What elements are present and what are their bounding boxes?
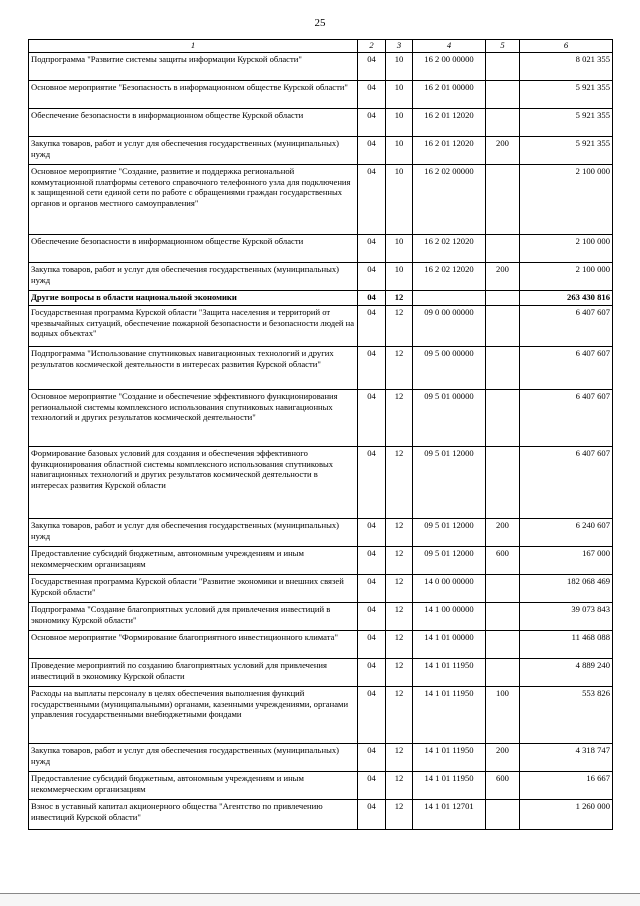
cell-name: Предоставление субсидий бюджетным, автономным учреждениям и иным некоммерческим организациям: [29, 772, 358, 800]
cell-amount: 263 430 816: [520, 291, 613, 306]
cell-subsection: 12: [386, 390, 413, 447]
table-header-row: [29, 40, 613, 53]
cell-subsection: 12: [386, 744, 413, 772]
cell-expense-type: 200: [486, 519, 520, 547]
cell-name: Расходы на выплаты персоналу в целях обеспечения выполнения функций государственными (муниципальными) органами, казенными учреждениями, органами управления государственными внебюджетными фондами: [29, 687, 358, 744]
cell-subsection: 12: [386, 631, 413, 659]
cell-name: Закупка товаров, работ и услуг для обеспечения государственных (муниципальных) нужд: [29, 137, 358, 165]
cell-expense-type: [486, 575, 520, 603]
cell-target-article: 14 1 00 00000: [413, 603, 486, 631]
cell-expense-type: [486, 390, 520, 447]
cell-target-article: 16 2 01 12020: [413, 109, 486, 137]
cell-amount: 2 100 000: [520, 235, 613, 263]
cell-subsection: 12: [386, 519, 413, 547]
cell-expense-type: [486, 659, 520, 687]
cell-target-article: 14 1 01 12701: [413, 800, 486, 830]
cell-target-article: 09 0 00 00000: [413, 306, 486, 347]
cell-amount: 182 068 469: [520, 575, 613, 603]
cell-amount: 8 021 355: [520, 53, 613, 81]
cell-section: 04: [358, 165, 386, 235]
cell-name: Обеспечение безопасности в информационном обществе Курской области: [29, 109, 358, 137]
cell-section: 04: [358, 603, 386, 631]
table-row: [29, 447, 613, 519]
header-col-subsection: 3: [386, 40, 413, 53]
cell-expense-type: 600: [486, 547, 520, 575]
table-row: [29, 603, 613, 631]
cell-expense-type: [486, 800, 520, 830]
cell-name: Основное мероприятие "Формирование благоприятного инвестиционного климата": [29, 631, 358, 659]
table-row: [29, 235, 613, 263]
cell-section: 04: [358, 659, 386, 687]
cell-name: Основное мероприятие "Безопасность в информационном обществе Курской области": [29, 81, 358, 109]
cell-section: 04: [358, 291, 386, 306]
cell-name: Закупка товаров, работ и услуг для обеспечения государственных (муниципальных) нужд: [29, 744, 358, 772]
table-row: [29, 575, 613, 603]
table-body: [29, 53, 613, 830]
cell-subsection: 12: [386, 347, 413, 390]
page-bottom-edge: [0, 893, 640, 906]
cell-amount: 167 000: [520, 547, 613, 575]
cell-subsection: 10: [386, 263, 413, 291]
cell-target-article: 09 5 01 12000: [413, 519, 486, 547]
cell-subsection: 12: [386, 800, 413, 830]
page-number: 25: [314, 17, 326, 29]
table-row: [29, 137, 613, 165]
header-col-name: 1: [29, 40, 358, 53]
cell-subsection: 12: [386, 603, 413, 631]
cell-name: Государственная программа Курской области "Развитие экономики и внешних связей Курской области": [29, 575, 358, 603]
cell-expense-type: [486, 53, 520, 81]
cell-expense-type: 600: [486, 772, 520, 800]
cell-section: 04: [358, 575, 386, 603]
cell-subsection: 12: [386, 772, 413, 800]
table-row: [29, 659, 613, 687]
cell-amount: 1 260 000: [520, 800, 613, 830]
cell-subsection: 10: [386, 235, 413, 263]
cell-amount: 5 921 355: [520, 137, 613, 165]
cell-name: Основное мероприятие "Создание и обеспечение эффективного функционирования региональной системы комплексного использования спутниковых навигационных технологий и других результатов космической деятельности": [29, 390, 358, 447]
cell-section: 04: [358, 137, 386, 165]
cell-target-article: 16 2 00 00000: [413, 53, 486, 81]
table-row: [29, 631, 613, 659]
table-row: [29, 800, 613, 830]
cell-amount: 4 318 747: [520, 744, 613, 772]
header-col-target-article: 4: [413, 40, 486, 53]
cell-subsection: 10: [386, 81, 413, 109]
cell-target-article: 09 5 01 12000: [413, 447, 486, 519]
cell-amount: 11 468 088: [520, 631, 613, 659]
cell-target-article: [413, 291, 486, 306]
cell-subsection: 12: [386, 447, 413, 519]
cell-expense-type: 200: [486, 137, 520, 165]
header-col-expense-type: 5: [486, 40, 520, 53]
cell-expense-type: [486, 291, 520, 306]
cell-name: Формирование базовых условий для создания и обеспечения эффективного функционирования областной системы комплексного использования спутниковых навигационных технологий и других результатов космической деятельности в интересах развития Курской области: [29, 447, 358, 519]
cell-amount: 6 240 607: [520, 519, 613, 547]
cell-expense-type: [486, 235, 520, 263]
cell-target-article: 14 0 00 00000: [413, 575, 486, 603]
cell-expense-type: [486, 81, 520, 109]
cell-expense-type: [486, 603, 520, 631]
cell-subsection: 12: [386, 547, 413, 575]
table-row: [29, 687, 613, 744]
cell-subsection: 10: [386, 109, 413, 137]
cell-name: Основное мероприятие "Создание, развитие и поддержка региональной коммутационной платформы сетевого справочного телефонного узла для подключения к защищенной сети единой сети по работе с обращениями граждан государственных органов и органов местного самоуправления": [29, 165, 358, 235]
cell-name: Проведение мероприятий по созданию благоприятных условий для привлечения инвестиций в экономику Курской области: [29, 659, 358, 687]
cell-amount: 2 100 000: [520, 263, 613, 291]
cell-section: 04: [358, 687, 386, 744]
cell-target-article: 14 1 01 11950: [413, 772, 486, 800]
cell-subsection: 10: [386, 53, 413, 81]
cell-section: 04: [358, 772, 386, 800]
table-row: [29, 263, 613, 291]
cell-subsection: 12: [386, 291, 413, 306]
cell-amount: 2 100 000: [520, 165, 613, 235]
cell-name: Закупка товаров, работ и услуг для обеспечения государственных (муниципальных) нужд: [29, 519, 358, 547]
cell-section: 04: [358, 263, 386, 291]
cell-section: 04: [358, 547, 386, 575]
cell-section: 04: [358, 347, 386, 390]
cell-section: 04: [358, 447, 386, 519]
cell-target-article: 09 5 01 12000: [413, 547, 486, 575]
cell-name: Государственная программа Курской области "Защита населения и территорий от чрезвычайных ситуаций, обеспечение пожарной безопасности и безопасности людей на водных объектах": [29, 306, 358, 347]
cell-name: Закупка товаров, работ и услуг для обеспечения государственных (муниципальных) нужд: [29, 263, 358, 291]
cell-amount: 16 667: [520, 772, 613, 800]
cell-target-article: 16 2 02 12020: [413, 263, 486, 291]
cell-name: Подпрограмма "Использование спутниковых навигационных технологий и других результатов космической деятельности в интересах развития Курской области": [29, 347, 358, 390]
cell-amount: 39 073 843: [520, 603, 613, 631]
cell-amount: 6 407 607: [520, 447, 613, 519]
cell-expense-type: [486, 347, 520, 390]
cell-amount: 6 407 607: [520, 390, 613, 447]
table-row: [29, 390, 613, 447]
table-row: [29, 165, 613, 235]
table-row: [29, 109, 613, 137]
table-row: [29, 291, 613, 306]
cell-section: 04: [358, 519, 386, 547]
cell-subsection: 12: [386, 575, 413, 603]
cell-target-article: 14 1 01 00000: [413, 631, 486, 659]
cell-target-article: 16 2 01 12020: [413, 137, 486, 165]
cell-section: 04: [358, 800, 386, 830]
cell-expense-type: [486, 631, 520, 659]
cell-expense-type: [486, 306, 520, 347]
table-row: [29, 519, 613, 547]
cell-section: 04: [358, 235, 386, 263]
cell-amount: 6 407 607: [520, 347, 613, 390]
cell-expense-type: [486, 109, 520, 137]
cell-name: Подпрограмма "Развитие системы защиты информации Курской области": [29, 53, 358, 81]
cell-expense-type: 100: [486, 687, 520, 744]
header-col-amount: 6: [520, 40, 613, 53]
cell-section: 04: [358, 390, 386, 447]
cell-section: 04: [358, 744, 386, 772]
cell-amount: 553 826: [520, 687, 613, 744]
cell-target-article: 09 5 01 00000: [413, 390, 486, 447]
cell-name: Предоставление субсидий бюджетным, автономным учреждениям и иным некоммерческим организациям: [29, 547, 358, 575]
cell-section: 04: [358, 631, 386, 659]
table-row: [29, 547, 613, 575]
table-row: [29, 306, 613, 347]
cell-subsection: 12: [386, 659, 413, 687]
cell-section: 04: [358, 81, 386, 109]
table-row: [29, 81, 613, 109]
cell-amount: 4 889 240: [520, 659, 613, 687]
cell-subsection: 10: [386, 137, 413, 165]
cell-target-article: 16 2 01 00000: [413, 81, 486, 109]
cell-expense-type: [486, 447, 520, 519]
table-row: [29, 744, 613, 772]
cell-target-article: 14 1 01 11950: [413, 744, 486, 772]
cell-subsection: 12: [386, 306, 413, 347]
table-row: [29, 53, 613, 81]
cell-expense-type: [486, 165, 520, 235]
cell-target-article: 16 2 02 12020: [413, 235, 486, 263]
table-row: [29, 347, 613, 390]
table-row: [29, 772, 613, 800]
cell-name: Подпрограмма "Создание благоприятных условий для привлечения инвестиций в экономику Курской области": [29, 603, 358, 631]
cell-amount: 5 921 355: [520, 81, 613, 109]
cell-name: Взнос в уставный капитал акционерного общества "Агентство по привлечению инвестиций Курской области": [29, 800, 358, 830]
cell-section: 04: [358, 109, 386, 137]
cell-subsection: 10: [386, 165, 413, 235]
cell-amount: 5 921 355: [520, 109, 613, 137]
cell-expense-type: 200: [486, 263, 520, 291]
cell-amount: 6 407 607: [520, 306, 613, 347]
cell-expense-type: 200: [486, 744, 520, 772]
cell-name: Другие вопросы в области национальной экономики: [29, 291, 358, 306]
header-col-section: 2: [358, 40, 386, 53]
cell-name: Обеспечение безопасности в информационном обществе Курской области: [29, 235, 358, 263]
cell-target-article: 14 1 01 11950: [413, 659, 486, 687]
budget-table: [28, 39, 613, 830]
cell-subsection: 12: [386, 687, 413, 744]
cell-target-article: 09 5 00 00000: [413, 347, 486, 390]
cell-target-article: 16 2 02 00000: [413, 165, 486, 235]
cell-target-article: 14 1 01 11950: [413, 687, 486, 744]
cell-section: 04: [358, 53, 386, 81]
cell-section: 04: [358, 306, 386, 347]
